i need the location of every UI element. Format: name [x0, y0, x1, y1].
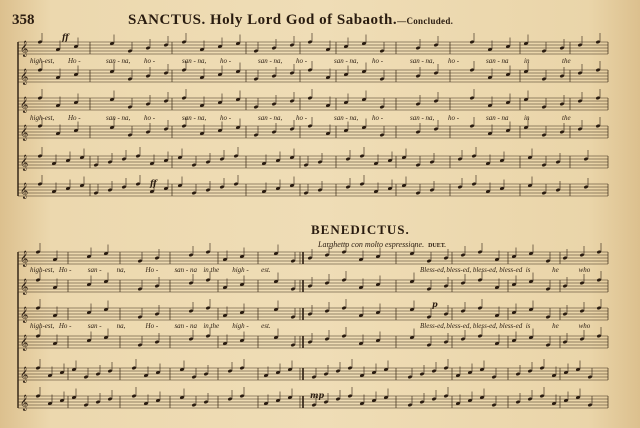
dynamic-mark: ff [62, 32, 69, 42]
lyric-syllable: Bless-ed, [420, 322, 446, 330]
lyric-syllable: high-est, [30, 322, 55, 330]
lyric-syllable: ho - [144, 114, 156, 122]
clef: 𝄞 [20, 125, 29, 141]
lyric-syllable: san - na, [106, 57, 131, 65]
lyric-syllable: Bless-ed, [420, 266, 446, 274]
tempo-marking [318, 240, 446, 249]
lyric-syllable: high - [232, 266, 249, 274]
lyric-syllable: Ho - [145, 322, 159, 330]
clef: 𝄞 [20, 307, 29, 323]
lyric-syllable: in the [203, 322, 220, 330]
lyric-syllable: in the [203, 266, 220, 274]
lyric-syllable: who [578, 322, 591, 330]
lyric-syllable: Ho - [68, 114, 81, 122]
lyric-syllable: san - na, [258, 114, 283, 122]
lyric-syllable: bless-ed, [446, 322, 472, 330]
lyric-syllable: san - na [174, 266, 197, 274]
clef: 𝄞 [20, 335, 29, 351]
lyric-syllable: san - na [486, 57, 509, 65]
lyric-syllable: san - [87, 322, 102, 330]
section-title: BENEDICTUS. [311, 222, 410, 237]
lyric-syllable: bless-ed, [472, 322, 498, 330]
lyric-syllable: san - na, [334, 114, 359, 122]
lyrics-row-bottom-2 [0, 322, 640, 332]
clef: 𝄞 [20, 367, 29, 383]
lyric-syllable: ho - [372, 57, 384, 65]
title-main: SANCTUS. Holy Lord God of Sabaoth. [128, 12, 398, 28]
lyric-syllable: Ho - [68, 57, 81, 65]
lyric-syllable: san - na [486, 114, 509, 122]
lyric-syllable: Ho - [58, 266, 72, 274]
lyric-syllable: bless-ed [499, 266, 523, 274]
lyric-syllable: ho - [296, 114, 308, 122]
lyric-syllable: high-est, [30, 114, 55, 122]
lyrics-row-top-2 [0, 114, 640, 124]
lyric-syllable: is [525, 266, 531, 274]
dynamic-mark: ff [150, 178, 157, 188]
clef: 𝄞 [20, 69, 29, 85]
lyric-syllable: na, [116, 266, 126, 274]
lyric-syllable: san - na, [182, 57, 207, 65]
lyric-syllable: san - na, [106, 114, 131, 122]
tempo-duet-mark: DUET. [428, 243, 446, 249]
lyric-syllable: san - na, [334, 57, 359, 65]
dynamic-mark: mp [310, 390, 325, 400]
lyric-syllable: high - [232, 322, 249, 330]
lyric-syllable: who [578, 266, 591, 274]
lyric-syllable: na, [116, 322, 126, 330]
lyric-syllable: he [552, 266, 559, 274]
lyric-syllable: san - na, [258, 57, 283, 65]
dynamic-mark: p [432, 299, 438, 309]
lyric-syllable: ho - [220, 114, 232, 122]
lyric-syllable: in [524, 114, 530, 122]
clef: 𝄞 [20, 279, 29, 295]
lyric-syllable: san - na, [410, 114, 435, 122]
lyric-syllable: high-est, [30, 266, 55, 274]
lyric-syllable: is [525, 322, 531, 330]
lyric-syllable: the [562, 57, 571, 65]
lyric-syllable: ho - [144, 57, 156, 65]
clef: 𝄞 [20, 183, 29, 199]
clef: 𝄞 [20, 395, 29, 411]
lyric-syllable: ho - [220, 57, 232, 65]
clef: 𝄞 [20, 251, 29, 267]
lyric-syllable: he [552, 322, 559, 330]
lyric-syllable: ho - [448, 57, 460, 65]
clef: 𝄞 [20, 155, 29, 171]
lyric-syllable: est. [261, 322, 271, 330]
lyric-syllable: san - na, [182, 114, 207, 122]
tempo-text: Larghetto con molto espressione. [318, 240, 425, 249]
lyric-syllable: san - na, [410, 57, 435, 65]
page-number: 358 [12, 12, 35, 28]
lyric-syllable: san - [87, 266, 102, 274]
lyric-syllable: in [524, 57, 530, 65]
title-suffix: —Concluded. [397, 16, 454, 26]
lyric-syllable: bless-ed, [446, 266, 472, 274]
lyric-syllable: Ho - [145, 266, 159, 274]
lyric-syllable: high-est, [30, 57, 55, 65]
lyric-syllable: ho - [448, 114, 460, 122]
lyric-syllable: bless-ed, [472, 266, 498, 274]
clef: 𝄞 [20, 97, 29, 113]
clef: 𝄞 [20, 41, 29, 57]
lyrics-row-bottom-1 [0, 266, 640, 276]
lyric-syllable: the [562, 114, 571, 122]
lyric-syllable: san - na [174, 322, 197, 330]
lyric-syllable: ho - [372, 114, 384, 122]
lyric-syllable: ho - [296, 57, 308, 65]
lyric-syllable: Ho - [58, 322, 72, 330]
lyrics-row-top-1 [0, 57, 640, 67]
lyric-syllable: est. [261, 266, 271, 274]
lyric-syllable: bless-ed [499, 322, 523, 330]
